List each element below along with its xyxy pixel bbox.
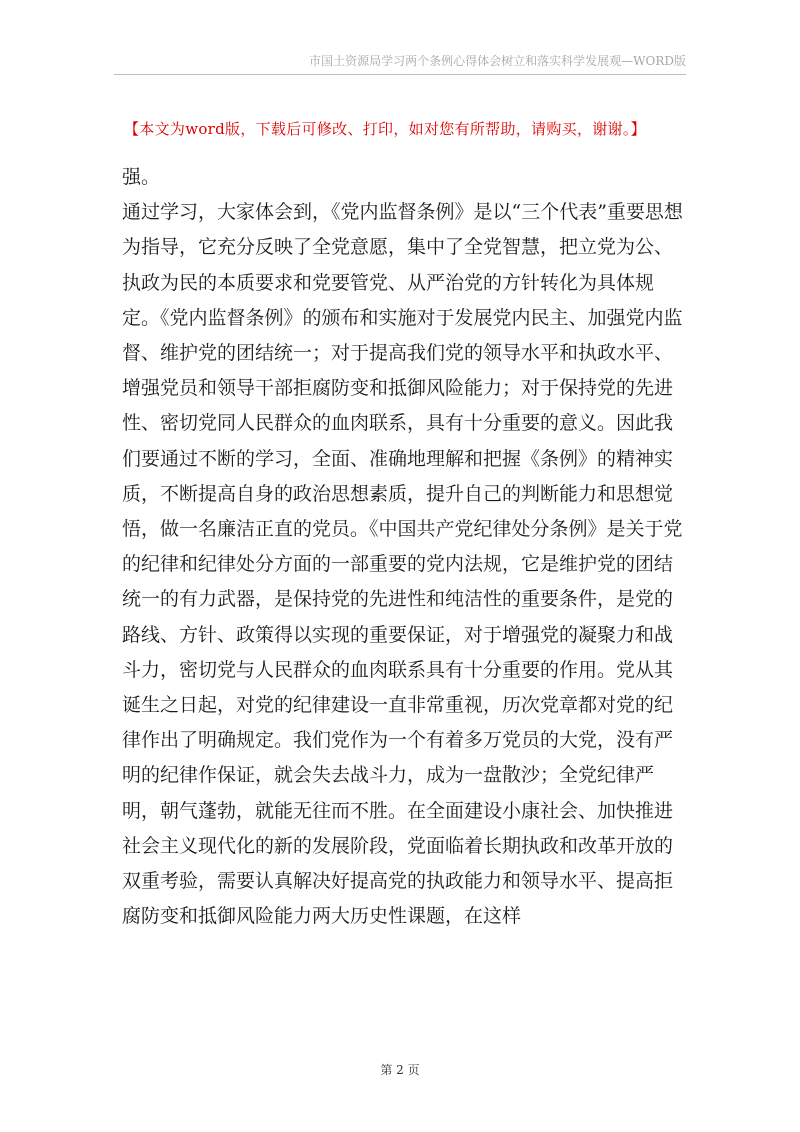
document-body (122, 160, 686, 934)
purchase-notice: 【本文为word版，下载后可修改、打印，如对您有所帮助，请购买，谢谢。】 (124, 120, 646, 138)
header-divider (114, 74, 686, 75)
paragraph: 通过学习，大家体会到，《党内监督条例》是以“三个代表”重要思想为指导，它充分反映了全党意愿，集中了全党智慧，把立党为公、执政为民的本质要求和党要管党、从严治党的方针转化为具体规定。《党内监督条例》的颁布和实施对于发展党内民主、加强党内监督、维护党的团结统一；对于提高我们党的领导水平和执政水平、增强党员和领导干部拒腐防变和抵御风险能力；对于保持党的先进性、密切党同人民群众的血肉联系，具有十分重要的意义。因此我们要通过不断的学习，全面、准确地理解和把握《条例》的精神实质，不断提高自身的政治思想素质，提升自己的判断能力和思想觉悟，做一名廉洁正直的党员。《中国共产党纪律处分条例》是关于党的纪律和纪律处分方面的一部重要的党内法规，它是维护党的团结统一的有力武器，是保持党的先进性和纯洁性的重要条件，是党的路线、方针、政策得以实现的重要保证，对于增强党的凝聚力和战斗力，密切党与人民群众的血肉联系具有十分重要的作用。党从其诞生之日起，对党的纪律建设一直非常重视，历次党章都对党的纪律作出了明确规定。我们党作为一个有着多万党员的大党，没有严明的纪律作保证，就会失去战斗力，成为一盘散沙；全党纪律严明，朝气蓬勃，就能无往而不胜。在全面建设小康社会、加快推进社会主义现代化的新的发展阶段，党面临着长期执政和改革开放的双重考验，需要认真解决好提高党的执政能力和领导水平、提高拒腐防变和抵御风险能力两大历史性课题，在这样 (122, 201, 683, 928)
page-number: 第 2 页 (380, 1063, 420, 1077)
page-header: 市国土资源局学习两个条例心得体会树立和落实科学发展观—WORD版 (309, 54, 686, 68)
paragraph: 强。 (122, 166, 161, 188)
